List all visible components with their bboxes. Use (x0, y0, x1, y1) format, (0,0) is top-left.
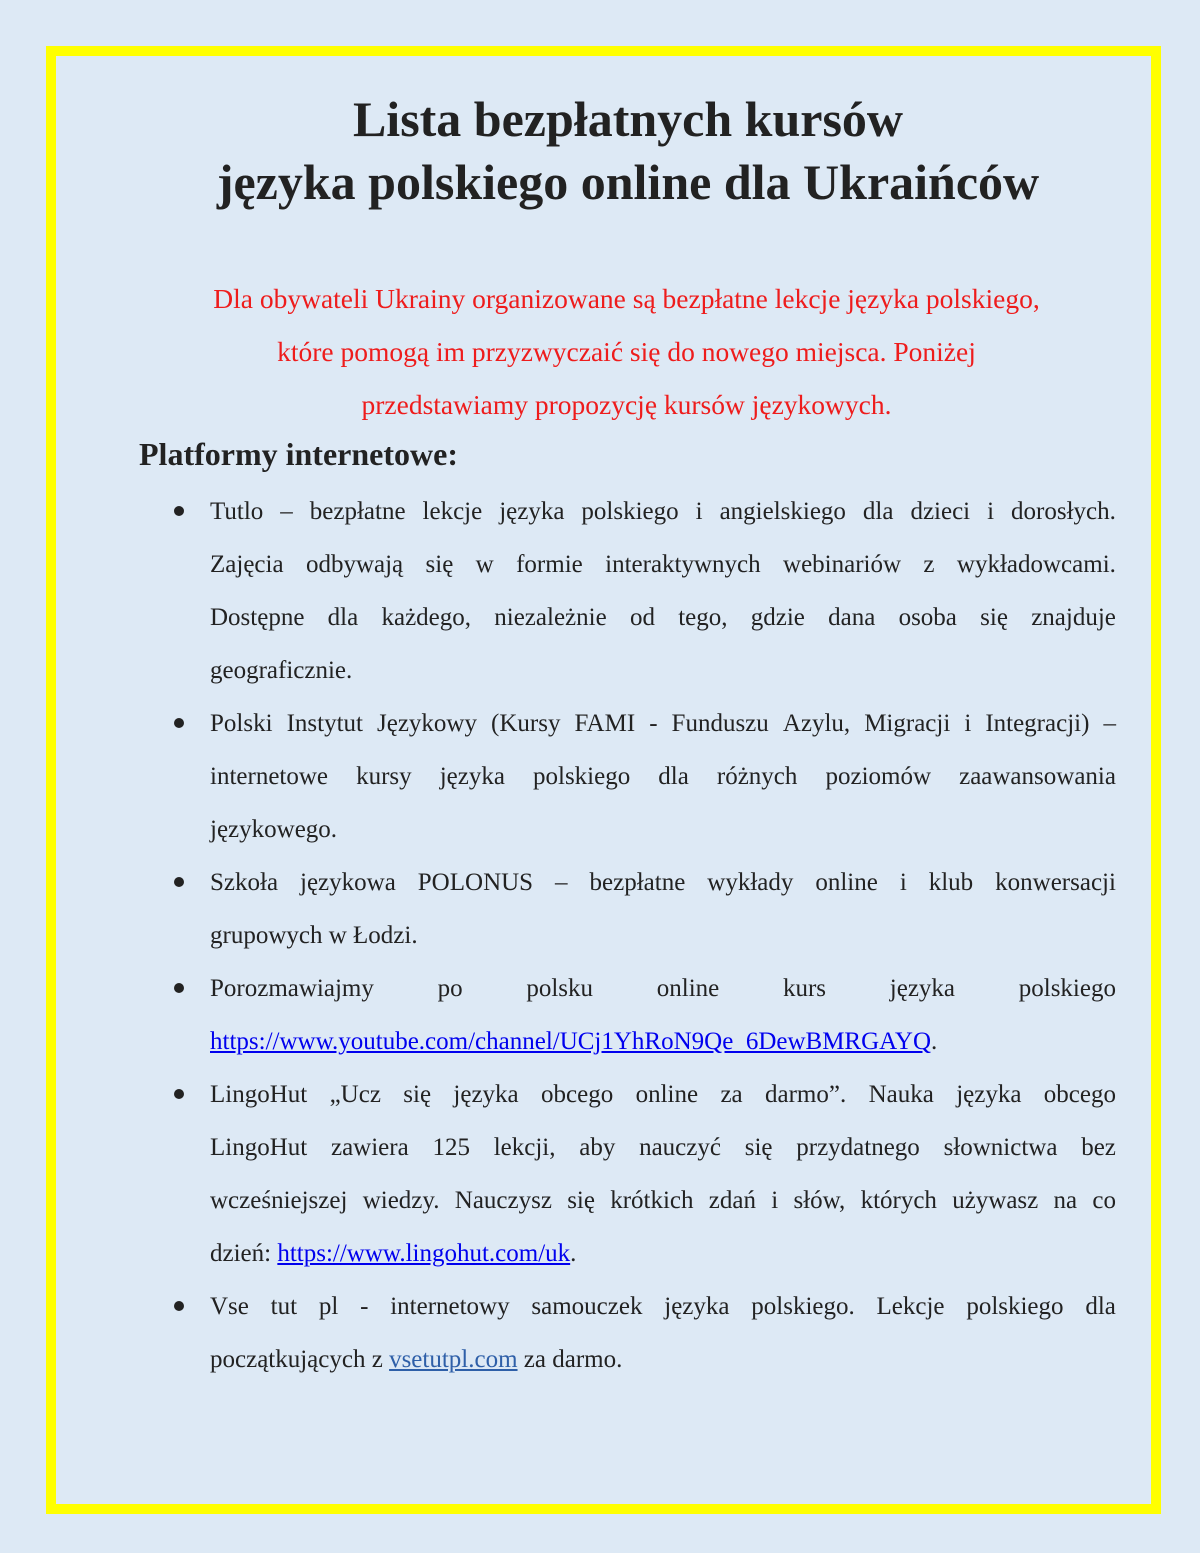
word: Migracji (864, 710, 951, 737)
bullet-icon (174, 1089, 184, 1099)
word: interaktywnych (605, 551, 761, 578)
word: Porozmawiajmy (210, 975, 374, 1002)
item-6-line-2 (210, 1347, 1116, 1372)
word: których (860, 1187, 937, 1214)
word: dla (327, 604, 359, 631)
word: Szkoła (210, 869, 279, 896)
item-3-line-1 (210, 870, 1116, 895)
bullet-icon (174, 877, 184, 887)
word: „Ucz (329, 1081, 381, 1108)
word: i (771, 1187, 779, 1214)
word: i (987, 498, 995, 525)
word: klub (928, 869, 974, 896)
word: po (437, 975, 463, 1002)
word: nauczyć (639, 1134, 721, 1161)
item-1-line-4: geograficznie. (210, 657, 353, 684)
word: online (656, 975, 720, 1002)
word: wykłady (707, 869, 794, 896)
word: w (475, 551, 494, 578)
word: języka (499, 498, 565, 525)
word: Vse (210, 1293, 249, 1320)
item-5-line-1 (210, 1082, 1116, 1107)
word: webinariów (783, 551, 902, 578)
word: internetowy (390, 1293, 510, 1320)
word: z (923, 551, 935, 578)
word: gdzie (750, 604, 805, 631)
word: internetowe (210, 763, 329, 790)
lingohut-link[interactable]: https://www.lingohut.com/uk (277, 1240, 571, 1267)
item-2-line-3: językowego. (210, 816, 338, 843)
word: obcego (1043, 1081, 1116, 1108)
word: słownictwa (943, 1134, 1058, 1161)
word: używasz (952, 1187, 1039, 1214)
word: 125 (432, 1134, 470, 1161)
word: zaawansowania (959, 763, 1116, 790)
word: - (360, 1293, 369, 1320)
word: darmo”. (765, 1081, 847, 1108)
word: angielskiego (719, 498, 846, 525)
word: i (695, 498, 703, 525)
item-1-line-1 (210, 499, 1116, 524)
word: i (899, 869, 907, 896)
item-6-line-1 (210, 1294, 1116, 1319)
item-1-line-3 (210, 605, 1116, 630)
word: online (815, 869, 878, 896)
word: zdań (708, 1187, 756, 1214)
word: polskiego (1018, 975, 1116, 1002)
word: dzieci (910, 498, 971, 525)
word: polskiego (966, 1293, 1064, 1320)
word: LingoHut (210, 1081, 308, 1108)
word: – (555, 869, 568, 896)
item-2-line-1 (210, 711, 1116, 736)
bullet-icon (174, 718, 184, 728)
word: Polski (210, 710, 273, 737)
word: wiedzy. (362, 1187, 440, 1214)
word: polskiego (581, 498, 679, 525)
section-heading: Platformy internetowe: (139, 436, 458, 472)
word: za (720, 1081, 743, 1108)
youtube-channel-link[interactable]: https://www.youtube.com/channel/UCj1YhRoN9Qe_6DewBMRGAYQ (210, 1028, 932, 1055)
word: języka (664, 1293, 730, 1320)
word: kurs (782, 975, 827, 1002)
word: LingoHut (210, 1134, 308, 1161)
word: FAMI (574, 710, 636, 737)
word: co (1092, 1187, 1116, 1214)
word: Instytut (286, 710, 363, 737)
word: się (403, 1081, 432, 1108)
word: języka (889, 975, 956, 1002)
word: – (1103, 710, 1116, 737)
bullet-icon (174, 506, 184, 516)
word: dla (1085, 1293, 1116, 1320)
word: od (629, 604, 655, 631)
word: osoba (898, 604, 957, 631)
word: się (980, 604, 1008, 631)
word: lekcje (422, 498, 483, 525)
word: lekcji, (493, 1134, 556, 1161)
item-6-suffix: za darmo. (517, 1346, 623, 1373)
word: zawiera (330, 1134, 409, 1161)
word: polskiego (533, 763, 631, 790)
item-5-prefix: dzień: (210, 1240, 278, 1267)
item-5-line-4 (210, 1241, 1116, 1266)
item-5-line-2 (210, 1135, 1116, 1160)
word: tego, (678, 604, 728, 631)
word: pl (318, 1293, 339, 1320)
item-1-line-2 (210, 552, 1116, 577)
word: polsku (526, 975, 594, 1002)
item-4-line-2 (210, 1029, 1116, 1054)
word: i (964, 710, 972, 737)
word: dorosłych. (1011, 498, 1116, 525)
word: – (280, 498, 293, 525)
word: języka (439, 763, 505, 790)
page-title-line-1: Lista bezpłatnych kursów (352, 91, 904, 147)
word: językowa (300, 869, 396, 896)
word: Lekcje (876, 1293, 945, 1320)
word: Dostępne (210, 604, 305, 631)
item-4-line-1 (210, 976, 1116, 1001)
word: online (635, 1081, 699, 1108)
intro-line-3: przedstawiamy propozycję kursów językowych. (361, 389, 892, 420)
word: języka (453, 1081, 519, 1108)
word: POLONUS (417, 869, 534, 896)
item-2-line-2 (210, 764, 1116, 789)
word: słów, (793, 1187, 846, 1214)
word: - (649, 710, 658, 737)
word: Nauczysz (454, 1187, 552, 1214)
vsetutpl-link[interactable]: vsetutpl.com (389, 1346, 518, 1373)
word: języka (956, 1081, 1022, 1108)
item-4-suffix: . (931, 1028, 938, 1055)
word: tut (270, 1293, 298, 1320)
word: dana (828, 604, 876, 631)
word: każdego, (381, 604, 472, 631)
word: konwersacji (995, 869, 1116, 896)
word: dla (862, 498, 894, 525)
page-title-line-2: języka polskiego online dla Ukraińców (216, 154, 1040, 210)
word: różnych (716, 763, 798, 790)
word: się (744, 1134, 773, 1161)
word: krótkich (610, 1187, 694, 1214)
intro-line-2: które pomogą im przyzwyczaić się do nowego miejsca. Poniżej (277, 336, 976, 367)
word: wcześniejszej (210, 1187, 348, 1214)
word: się (425, 551, 454, 578)
word: (Kursy (491, 710, 561, 737)
word: bez (1081, 1134, 1116, 1161)
intro-line-1: Dla obywateli Ukrainy organizowane są bezpłatne lekcje języka polskiego, (213, 283, 1040, 314)
word: dla (658, 763, 689, 790)
word: się (567, 1187, 595, 1214)
word: poziomów (825, 763, 932, 790)
word: na (1053, 1187, 1078, 1214)
item-5-line-3 (210, 1188, 1116, 1213)
word: przydatnego (796, 1134, 920, 1161)
word: wykładowcami. (956, 551, 1116, 578)
item-6-prefix: początkujących z (210, 1346, 390, 1373)
word: polskiego. (751, 1293, 855, 1320)
item-5-suffix: . (570, 1240, 577, 1267)
word: odbywają (305, 551, 404, 578)
word: Zajęcia (210, 551, 284, 578)
word: niezależnie (494, 604, 607, 631)
item-3-line-2: grupowych w Łodzi. (210, 922, 418, 949)
word: Nauka (868, 1081, 934, 1108)
word: obcego (541, 1081, 614, 1108)
word: znajduje (1031, 604, 1116, 631)
word: samouczek (531, 1293, 643, 1320)
word: Azylu, (782, 710, 851, 737)
word: Funduszu (671, 710, 769, 737)
word: bezpłatne (309, 498, 406, 525)
word: Językowy (377, 710, 477, 737)
word: kursy (356, 763, 412, 790)
word: bezpłatne (589, 869, 686, 896)
bullet-icon (174, 1301, 184, 1311)
word: formie (516, 551, 583, 578)
word: aby (579, 1134, 616, 1161)
bullet-icon (174, 983, 184, 993)
word: Tutlo (210, 498, 264, 525)
word: Integracji) (985, 710, 1090, 737)
